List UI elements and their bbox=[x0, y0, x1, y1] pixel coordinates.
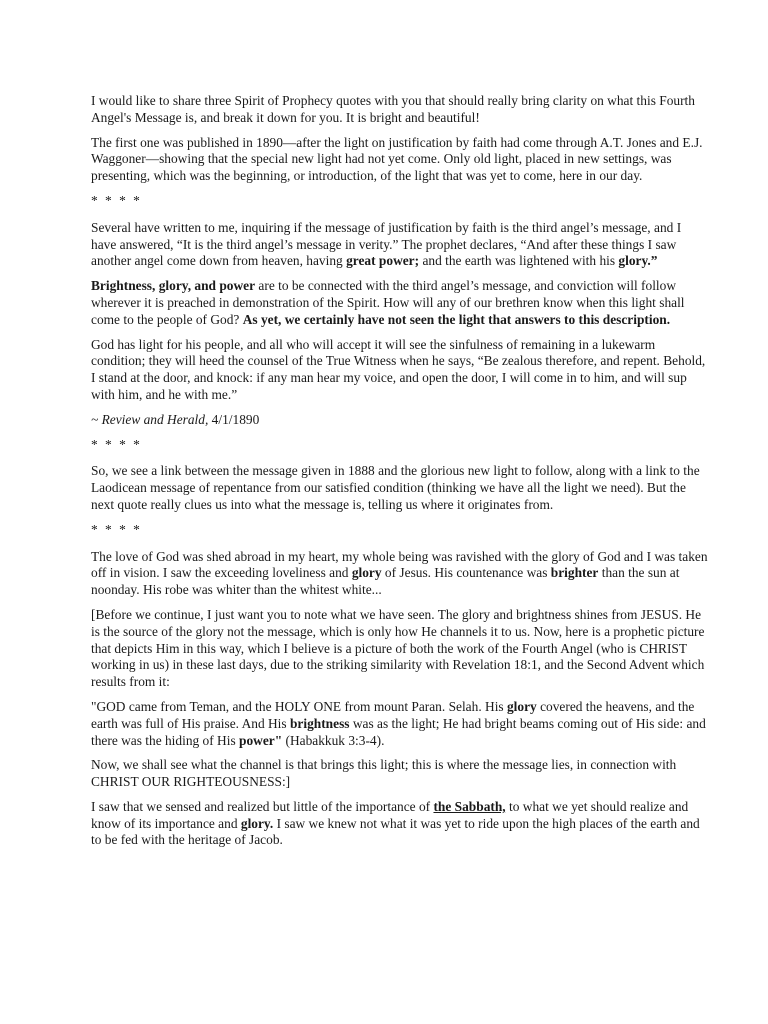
text-run: than the sun at noonday. His robe was whiter than the whitest white... bbox=[91, 565, 680, 598]
text-run: "GOD came from Teman, and the HOLY ONE from mount Paran. Selah. His bbox=[91, 698, 507, 714]
quote-paragraph-3: God has light for his people, and all who will accept it will see the sinfulness of remaining in a lukewarm condition; they will heed the counsel of the True Witness when he says, “Be zealous therefore, and repent. Behold, I stand at the door, and knock: if any man hear my voice, and open the door, I will come in to him, and will sup with him, and he with me.” bbox=[91, 336, 706, 402]
bold-run: glory. bbox=[240, 815, 274, 831]
citation-date: 4/1/1890 bbox=[208, 411, 260, 427]
separator-3: * * * * bbox=[91, 521, 142, 537]
paragraph-context: The first one was published in 1890—after the light on justification by faith had come through A.T. Jones and E.J. Waggoner—showing that the special new light had not yet come. Only old light, placed in new settings, was presenting, which was the beginning, or introduction, of the light that was yet to come, here in our day. bbox=[91, 134, 703, 184]
bold-run: brighter bbox=[550, 565, 599, 581]
bold-run: glory.” bbox=[618, 253, 658, 269]
citation bbox=[91, 412, 708, 429]
bold-run: Brightness, glory, and power bbox=[91, 278, 256, 294]
paragraph-note: [Before we continue, I just want you to note what we have seen. The glory and brightness shines from JESUS. He is the source of the glory not the message, which is only how He channels it to us. Now, here is a prophetic picture that depicts Him in this way, which I believe is a picture of both the work of the Fourth Angel (who is CHRIST working in us) in these last days, due to the striking similarity with Revelation 18:1, and the Second Advent which results from it: bbox=[91, 606, 705, 690]
text-run: to what we yet should realize and know of its importance and bbox=[91, 798, 689, 831]
text-run: (Habakkuk 3:3-4). bbox=[282, 732, 385, 748]
paragraph-channel: Now, we shall see what the channel is that brings this light; this is where the message lies, in connection with CHRIST OUR RIGHTEOUSNESS:] bbox=[91, 757, 677, 790]
bold-run: glory bbox=[506, 698, 537, 714]
quote-paragraph-1 bbox=[91, 220, 708, 270]
quote-paragraph-4 bbox=[91, 549, 708, 599]
quote-paragraph-2 bbox=[91, 278, 708, 328]
text-run: of Jesus. His countenance was bbox=[381, 565, 551, 581]
text-run: I saw that we sensed and realized but little of the importance of bbox=[91, 798, 434, 814]
text-run: I saw we knew not what it was yet to ride upon the high places of the earth and to be fed with the heritage of Jacob. bbox=[91, 815, 700, 848]
text-run: covered the heavens, and the earth was full of His praise. And His bbox=[91, 698, 695, 731]
citation-source: ~ Review and Herald, bbox=[91, 411, 209, 427]
underlined-bold-run: the Sabbath, bbox=[433, 798, 506, 814]
paragraph-habakkuk bbox=[91, 699, 708, 749]
text-run: are to be connected with the third angel’s message, and conviction will follow wherever it is preached in demonstration of the Spirit. How will any of our brethren know when this light shall come to the people of God? bbox=[91, 278, 685, 327]
text-run: and the earth was lightened with his bbox=[419, 253, 619, 269]
bold-run: great power; bbox=[346, 253, 420, 269]
bold-run: power" bbox=[239, 732, 283, 748]
text-run: The love of God was shed abroad in my heart, my whole being was ravished with the glory of God and I was taken off in vision. I saw the exceeding loveliness and bbox=[91, 548, 708, 581]
text-run: was as the light; He had bright beams coming out of His side: and there was the hiding of His bbox=[91, 715, 706, 748]
separator-2: * * * * bbox=[91, 436, 142, 452]
quote-paragraph-5 bbox=[91, 799, 708, 849]
paragraph-link: So, we see a link between the message given in 1888 and the glorious new light to follow, along with a link to the Laodicean message of repentance from our satisfied condition (thinking we have all the light we need). But the next quote really clues us into what the message is, telling us where it originates from. bbox=[91, 463, 700, 512]
bold-run: glory bbox=[351, 565, 382, 581]
separator-1: * * * * bbox=[91, 192, 142, 208]
paragraph-intro: I would like to share three Spirit of Prophecy quotes with you that should really bring clarity on what this Fourth Angel's Message is, and break it down for you. It is bright and beautiful! bbox=[91, 93, 695, 125]
bold-run: As yet, we certainly have not seen the light that answers to this description. bbox=[242, 311, 671, 327]
text-run: Several have written to me, inquiring if the message of justification by faith is the third angel’s message, and I have answered, “It is the third angel’s message in verity.” The prophet declares, “And after these things I saw another angel come down from heaven, having bbox=[91, 219, 682, 269]
bold-run: brightness bbox=[289, 715, 350, 731]
